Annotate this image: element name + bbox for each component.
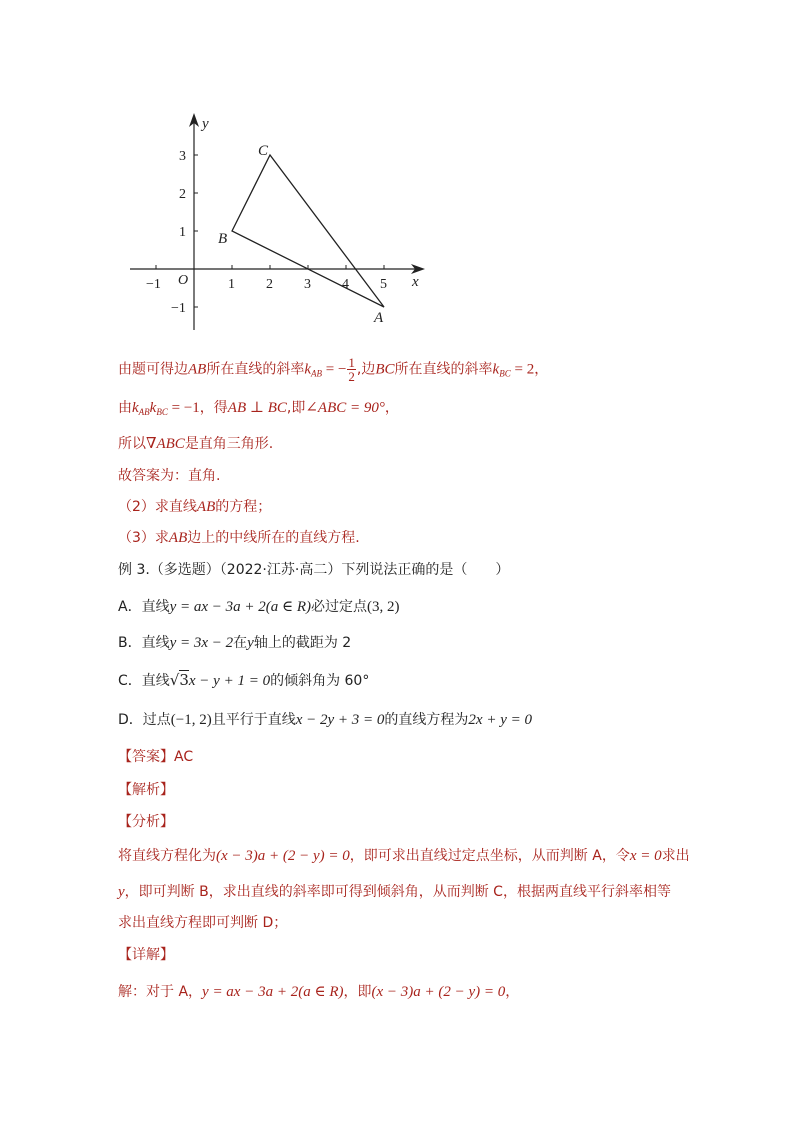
option-c: C．直线√3x − y + 1 = 0的倾斜角为 60° [118,671,370,689]
option-d: D．过点(−1, 2)且平行于直线x − 2y + 3 = 0的直线方程为2x + y = 0 [118,712,532,728]
x-tick-5: 5 [380,277,387,292]
origin-label: O [178,273,189,288]
x-tick-2: 2 [266,277,273,292]
analysis-sub-label: 【分析】 [118,814,174,830]
analysis-line-2: y，即可判断 B，求出直线的斜率即可得到倾斜角，从而判断 C，根据两直线平行斜率相等 [118,884,671,900]
option-b: B．直线y = 3x − 2在y轴上的截距为 2 [118,635,352,651]
x-tick-4: 4 [342,277,349,292]
y-tick-2: 2 [179,187,186,202]
x-tick-neg1: −1 [146,277,161,292]
point-b-label: B [218,231,228,247]
y-tick-3: 3 [179,149,186,164]
slope-statement: 由题可得边AB所在直线的斜率$k_{AB}$ = − $\frac{1}{2}$ ,边BC所在直线的斜率$k_{BC} = 2$， [118,355,549,384]
answer-right-angle: 故答案为：直角. [118,468,221,484]
y-axis-label: y [202,116,209,132]
question-part-3: （3）求AB边上的中线所在的直线方程. [118,530,360,546]
y-tick-1: 1 [179,225,186,240]
perpendicular-statement: 由$k_{AB}k_{BC} = -1$，得AB ⊥ BC,即∠ABC = 90°， [118,400,399,417]
sqrt-3: √3 [169,671,189,689]
x-axis-label: x [412,274,419,290]
example-3-title: 例 3.（多选题）（2022·江苏·高二）下列说法正确的是（ ） [118,562,510,578]
question-part-2: （2）求直线AB的方程； [118,499,272,515]
x-tick-3: 3 [304,277,311,292]
y-tick-neg1: −1 [171,301,186,316]
coordinate-figure [0,0,794,340]
analysis-label: 【解析】 [118,782,174,798]
answer-label: 【答案】AC [118,749,194,765]
analysis-line-3: 求出直线方程即可判断 D； [118,915,288,931]
option-a: A．直线y = ax − 3a + 2(a ∈ R)必过定点(3, 2) [118,599,400,615]
point-c-label: C [258,143,269,159]
right-triangle-conclusion: 所以∇ABC是直角三角形. [118,436,274,452]
point-a-label: A [374,310,384,326]
detail-label: 【详解】 [118,947,174,963]
solution-line-1: 解：对于 A，y = ax − 3a + 2(a ∈ R)，即(x − 3)a + (2 − y) = 0， [118,984,520,1000]
analysis-line-1: 将直线方程化为(x − 3)a + (2 − y) = 0，即可求出直线过定点坐标，从而判断 A，令x = 0求出 [118,848,690,864]
fraction-one-half: $\frac{1}{2}$ [348,355,355,384]
x-tick-1: 1 [228,277,235,292]
